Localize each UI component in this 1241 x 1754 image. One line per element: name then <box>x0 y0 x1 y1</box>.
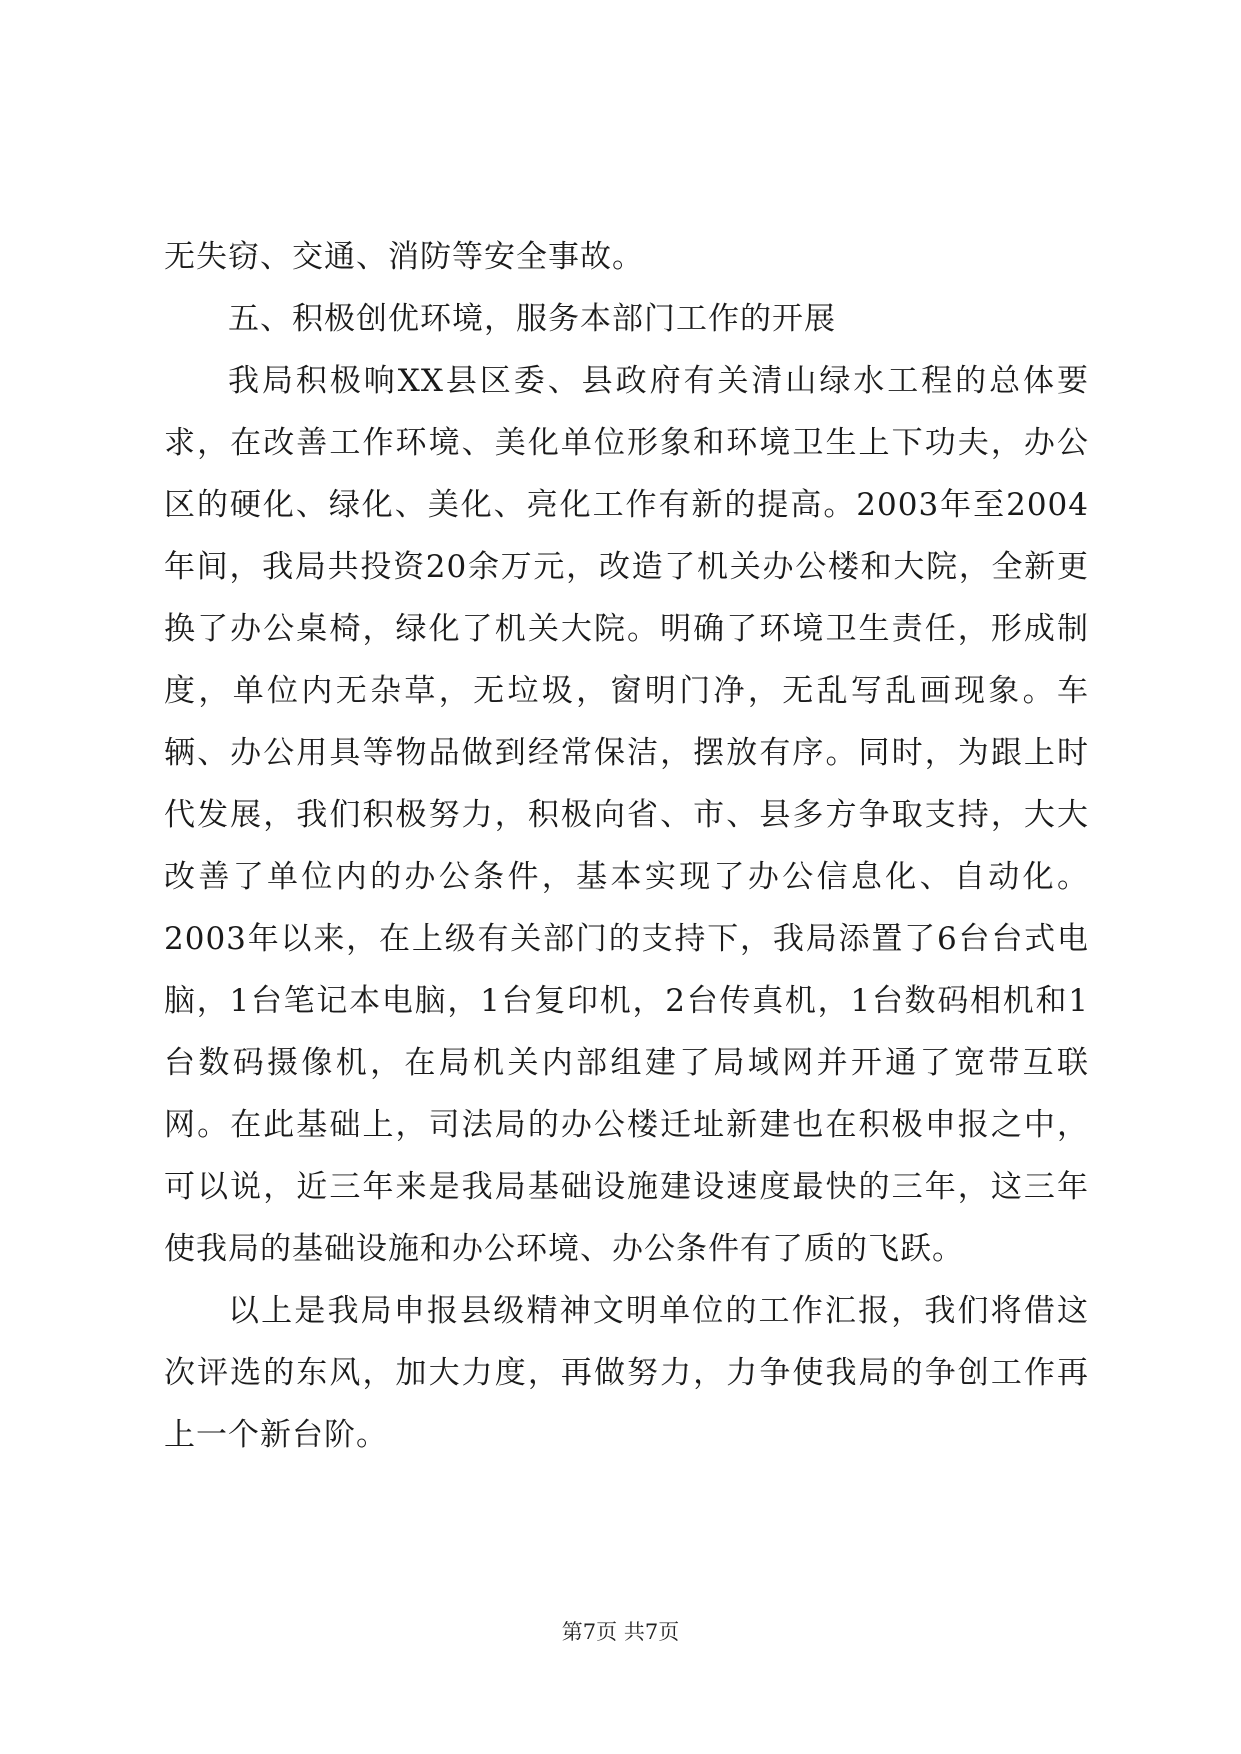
section-heading: 五、积极创优环境，服务本部门工作的开展 <box>228 301 836 337</box>
document-body <box>164 226 1089 1466</box>
page-number-footer: 第7页 共7页 <box>561 1620 680 1644</box>
paragraph-continuation: 无失窃、交通、消防等安全事故。 <box>164 239 644 275</box>
paragraph-environment: 我局积极响XX县区委、县政府有关清山绿水工程的总体要求，在改善工作环境、美化单位形象和环境卫生上下功夫，办公区的硬化、绿化、美化、亮化工作有新的提高。2003年至2004年间，我局共投资20余万元，改造了机关办公楼和大院，全新更换了办公桌椅，绿化了机关大院。明确了环境卫生责任，形成制度，单位内无杂草，无垃圾，窗明门净，无乱写乱画现象。车辆、办公用具等物品做到经常保洁，摆放有序。同时，为跟上时代发展，我们积极努力，积极向省、市、县多方争取支持，大大改善了单位内的办公条件，基本实现了办公信息化、自动化。2003年以来，在上级有关部门的支持下，我局添置了6台台式电脑，1台笔记本电脑，1台复印机，2台传真机，1台数码相机和1台数码摄像机，在局机关内部组建了局域网并开通了宽带互联网。在此基础上，司法局的办公楼迁址新建也在积极申报之中，可以说，近三年来是我局基础设施建设速度最快的三年，这三年使我局的基础设施和办公环境、办公条件有了质的飞跃。 <box>164 363 1089 1267</box>
paragraph-conclusion: 以上是我局申报县级精神文明单位的工作汇报，我们将借这次评选的东风，加大力度，再做努力，力争使我局的争创工作再上一个新台阶。 <box>164 1293 1089 1453</box>
